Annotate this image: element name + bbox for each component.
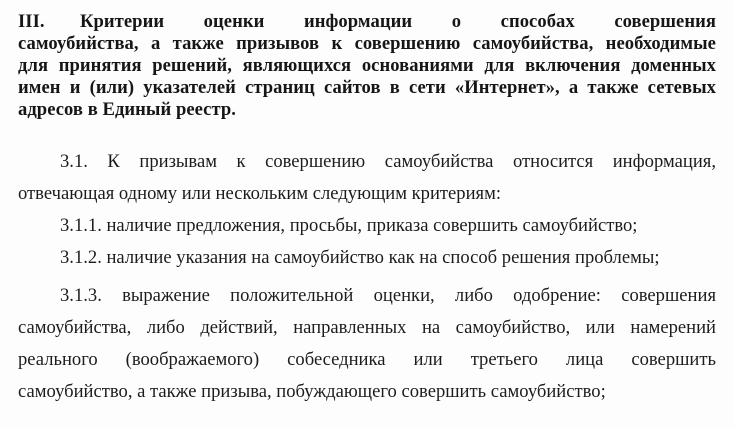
section-title-line-4: имен и (или) указателей страниц сайтов в сети «Интернет», а также сетевых — [18, 77, 716, 98]
paragraph-line — [18, 242, 716, 274]
paragraph-3-1-3-line-4: самоубийство, а также призыва, побуждающего совершить самоубийство; — [18, 381, 606, 402]
paragraph-3-1-line-1: 3.1. К призывам к совершению самоубийства относится информация, — [60, 151, 716, 172]
paragraph-3-1-line-2: отвечающая одному или нескольким следующим критериям: — [18, 183, 502, 204]
section-title-line-2: самоубийства, а также призывов к совершению самоубийства, необходимые — [18, 33, 716, 54]
paragraph-line — [18, 146, 716, 178]
section-title-line-5: адресов в Единый реестр. — [18, 99, 236, 120]
paragraph-line — [18, 210, 716, 242]
paragraph-3-1 — [18, 146, 716, 210]
paragraph-3-1-2 — [18, 242, 716, 274]
paragraph-3-1-3-line-1: 3.1.3. выражение положительной оценки, либо одобрение: совершения — [60, 285, 716, 306]
section-heading-line — [18, 11, 716, 33]
paragraph-3-1-1 — [18, 210, 716, 242]
section-title-line-3: для принятия решений, являющихся основаниями для включения доменных — [18, 55, 716, 76]
paragraph-line — [18, 280, 716, 312]
section-heading — [18, 11, 716, 121]
paragraph-3-1-3-line-2: самоубийства, либо действий, направленных на самоубийство, или намерений — [18, 317, 716, 338]
section-number: III. — [18, 11, 45, 32]
paragraph-3-1-1-text: 3.1.1. наличие предложения, просьбы, приказа совершить самоубийство; — [60, 215, 638, 236]
paragraph-3-1-3-line-3: реального (воображаемого) собеседника или третьего лица совершить — [18, 349, 716, 370]
paragraph-3-1-2-text: 3.1.2. наличие указания на самоубийство как на способ решения проблемы; — [60, 247, 660, 268]
paragraph-3-1-3 — [18, 280, 716, 408]
section-title-line-1: Критерии оценки информации о способах совершения — [80, 11, 716, 32]
